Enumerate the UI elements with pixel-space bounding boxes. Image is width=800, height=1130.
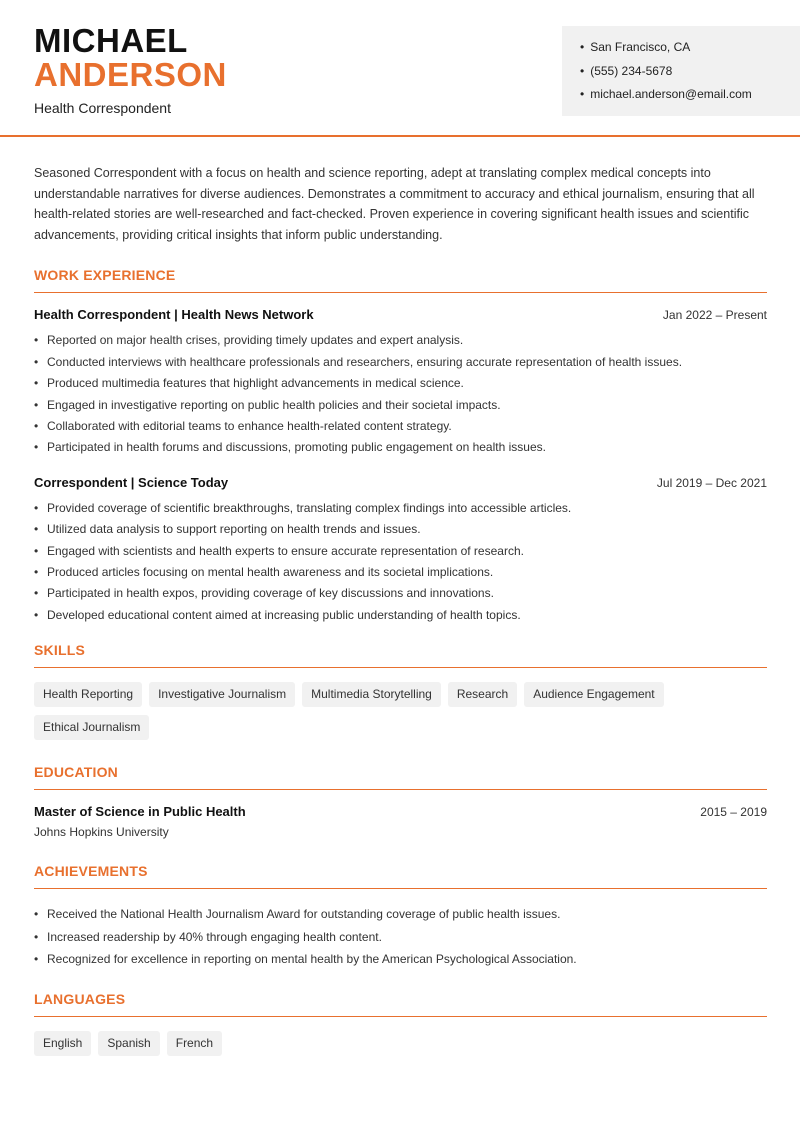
- job-role: Health Correspondent | Health News Network: [34, 307, 314, 323]
- job-entry: [34, 475, 767, 626]
- language-chip: English: [34, 1031, 91, 1056]
- job-header: [34, 307, 767, 322]
- bullet-item: • Developed educational content aimed at increasing public understanding of health topics.: [34, 605, 767, 626]
- bullet-item: • Collaborated with editorial teams to enhance health-related content strategy.: [34, 416, 767, 437]
- bullet-item: • Conducted interviews with healthcare professionals and researchers, ensuring accurate representation of health issues.: [34, 352, 767, 373]
- section-title-languages: LANGUAGES: [34, 991, 767, 1017]
- bullet-item: • Participated in health forums and discussions, promoting public engagement on health issues.: [34, 437, 767, 458]
- education-header: [34, 804, 767, 819]
- achievement-item: • Received the National Health Journalism Award for outstanding coverage of public health issues.: [34, 903, 767, 926]
- skill-chip: Health Reporting: [34, 682, 142, 707]
- contact-email: • michael.anderson@email.com: [580, 83, 800, 107]
- education-degree: Master of Science in Public Health: [34, 804, 246, 820]
- language-chip: Spanish: [98, 1031, 159, 1056]
- skill-chip: Ethical Journalism: [34, 715, 149, 740]
- contact-phone: • (555) 234-5678: [580, 60, 800, 84]
- contact-location: • San Francisco, CA: [580, 36, 800, 60]
- first-name: MICHAEL: [34, 22, 188, 59]
- skill-chip: Audience Engagement: [524, 682, 663, 707]
- job-title: Health Correspondent: [34, 100, 171, 116]
- achievement-item: • Recognized for excellence in reporting on mental health by the American Psychological Association.: [34, 948, 767, 971]
- header-divider: [0, 135, 800, 137]
- language-chip: French: [167, 1031, 222, 1056]
- resume-body: [34, 163, 767, 1080]
- job-bullets: [34, 498, 767, 626]
- achievement-bullets: [34, 903, 767, 971]
- bullet-item: • Reported on major health crises, providing timely updates and expert analysis.: [34, 330, 767, 351]
- bullet-item: • Produced articles focusing on mental health awareness and its societal implications.: [34, 562, 767, 583]
- job-header: [34, 475, 767, 490]
- summary: Seasoned Correspondent with a focus on health and science reporting, adept at translating complex medical concepts into understandable narratives for diverse audiences. Demonstrates a commitment to accuracy and ethical journalism, ensuring that all health-related stories are well-researched and fact-checked. Proven experience in covering significant health issues and scientific advancements, providing critical insights that inform public understanding.: [34, 166, 755, 242]
- skill-chip: Research: [448, 682, 517, 707]
- achievement-item: • Increased readership by 40% through engaging health content.: [34, 926, 767, 949]
- bullet-item: • Utilized data analysis to support reporting on health trends and issues.: [34, 519, 767, 540]
- education-school: Johns Hopkins University: [34, 825, 169, 840]
- job-dates: Jan 2022 – Present: [662, 308, 767, 323]
- section-title-achievements: ACHIEVEMENTS: [34, 863, 767, 889]
- resume-header: [0, 0, 800, 137]
- skill-chip: Multimedia Storytelling: [302, 682, 441, 707]
- job-bullets: [34, 330, 767, 458]
- contact-box: [562, 26, 800, 116]
- education-section: [34, 764, 767, 839]
- contact-list: [580, 36, 800, 107]
- last-name: ANDERSON: [34, 56, 227, 93]
- language-chips: [34, 1031, 767, 1056]
- skills-section: [34, 642, 767, 740]
- bullet-item: • Engaged with scientists and health experts to ensure accurate representation of research.: [34, 541, 767, 562]
- job-role: Correspondent | Science Today: [34, 474, 229, 490]
- skills-chips: [34, 682, 767, 740]
- section-title-education: EDUCATION: [34, 764, 767, 790]
- job-dates: Jul 2019 – Dec 2021: [656, 475, 767, 490]
- bullet-item: • Provided coverage of scientific breakthroughs, translating complex findings into accessible articles.: [34, 498, 767, 519]
- bullet-item: • Participated in health expos, providing coverage of key discussions and innovations.: [34, 583, 767, 604]
- job-entry: [34, 307, 767, 458]
- work-experience-section: [34, 267, 767, 626]
- achievements-section: [34, 863, 767, 971]
- bullet-item: • Engaged in investigative reporting on public health policies and their societal impacts.: [34, 395, 767, 416]
- section-title-skills: SKILLS: [34, 642, 767, 668]
- languages-section: [34, 991, 767, 1056]
- section-title-work: WORK EXPERIENCE: [34, 267, 767, 293]
- skill-chip: Investigative Journalism: [149, 682, 295, 707]
- education-dates: 2015 – 2019: [700, 805, 767, 820]
- bullet-item: • Produced multimedia features that highlight advancements in medical science.: [34, 373, 767, 394]
